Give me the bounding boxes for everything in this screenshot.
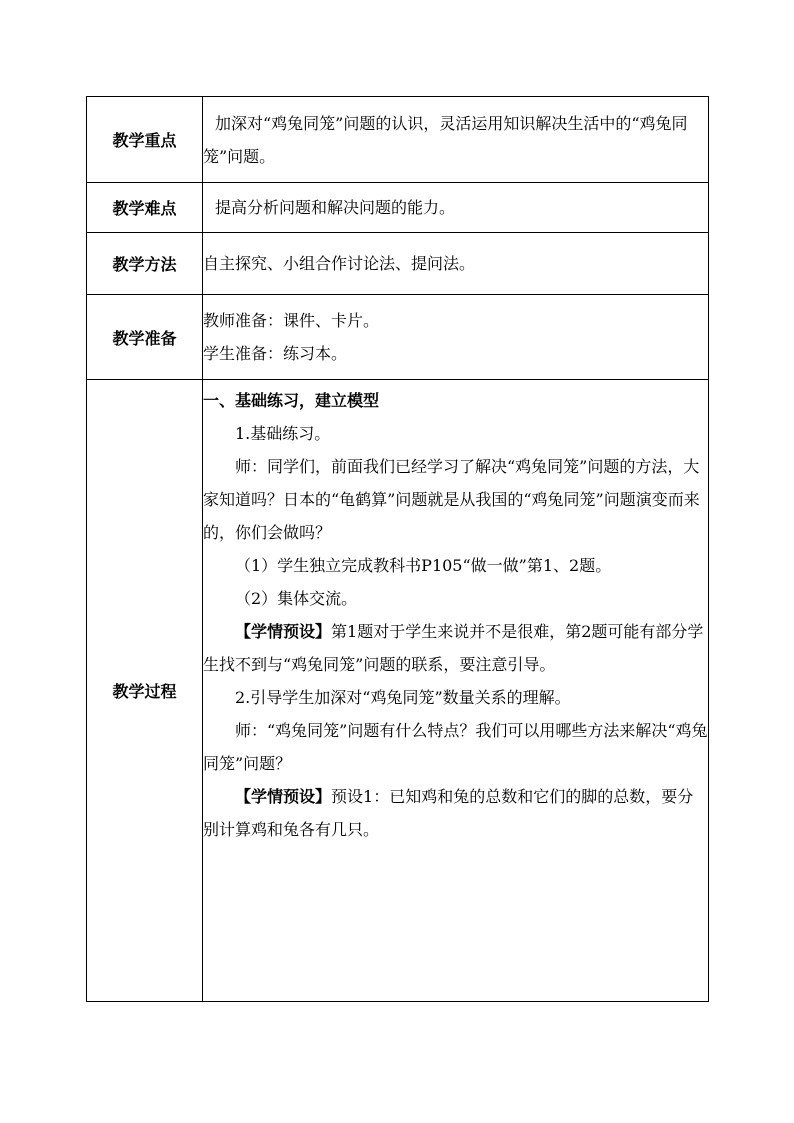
row-teaching-focus — [87, 97, 709, 183]
teacher-preparation-text: 教师准备：课件、卡片。 — [203, 311, 380, 330]
step-2: （2）集体交流。 — [235, 589, 358, 608]
teaching-difficulty-text: 提高分析问题和解决问题的能力。 — [215, 198, 456, 217]
row-teaching-method — [87, 233, 709, 295]
preview-tag-1: 【学情预设】 — [235, 622, 332, 641]
label-teaching-process: 教学过程 — [87, 380, 203, 1002]
content-teaching-focus — [203, 97, 709, 183]
row-teaching-process — [87, 380, 709, 1002]
content-teaching-method — [203, 233, 709, 295]
row-teaching-preparation — [87, 295, 709, 380]
label-teaching-preparation: 教学准备 — [87, 295, 203, 380]
label-teaching-difficulty: 教学难点 — [87, 183, 203, 233]
step-1: （1）学生独立完成教科书P105“做一做”第1、2题。 — [235, 556, 612, 575]
row-teaching-difficulty — [87, 183, 709, 233]
label-teaching-focus: 教学重点 — [87, 97, 203, 183]
preview-text-2: 预设1：已知鸡和兔的总数和它们的脚的总数，要分别计算鸡和兔各有几只。 — [203, 787, 694, 839]
preview-paragraph-2 — [203, 780, 708, 846]
teaching-method-text: 自主探究、小组合作讨论法、提问法。 — [203, 254, 476, 273]
preview-text-1: 第1题对于学生来说并不是很难，第2题可能有部分学生找不到与“鸡兔同笼”问题的联系，要注意引导。 — [203, 622, 704, 674]
item-basic-practice: 1.基础练习。 — [235, 424, 331, 443]
teacher-question-2: 师：“鸡兔同笼”问题有什么特点？我们可以用哪些方法来解决“鸡兔同笼”问题？ — [203, 721, 708, 773]
preview-tag-2: 【学情预设】 — [235, 787, 332, 806]
preview-paragraph-1 — [203, 615, 708, 681]
content-teaching-preparation — [203, 295, 709, 380]
section-heading: 一、基础练习，建立模型 — [203, 391, 380, 410]
item-relationship: 2.引导学生加深对“鸡兔同笼”数量关系的理解。 — [235, 688, 571, 707]
teacher-question-1: 师：同学们，前面我们已经学习了解决“鸡兔同笼”问题的方法，大家知道吗？日本的“龟鹤算”问题就是从我国的“鸡兔同笼”问题演变而来的，你们会做吗？ — [203, 457, 700, 542]
student-preparation-text: 学生准备：练习本。 — [203, 344, 348, 363]
label-teaching-method: 教学方法 — [87, 233, 203, 295]
lesson-plan-table — [86, 96, 709, 1002]
content-teaching-difficulty — [203, 183, 709, 233]
teaching-focus-text: 加深对“鸡兔同笼”问题的认识，灵活运用知识解决生活中的“鸡兔同笼”问题。 — [203, 113, 688, 166]
content-teaching-process — [203, 380, 709, 1002]
